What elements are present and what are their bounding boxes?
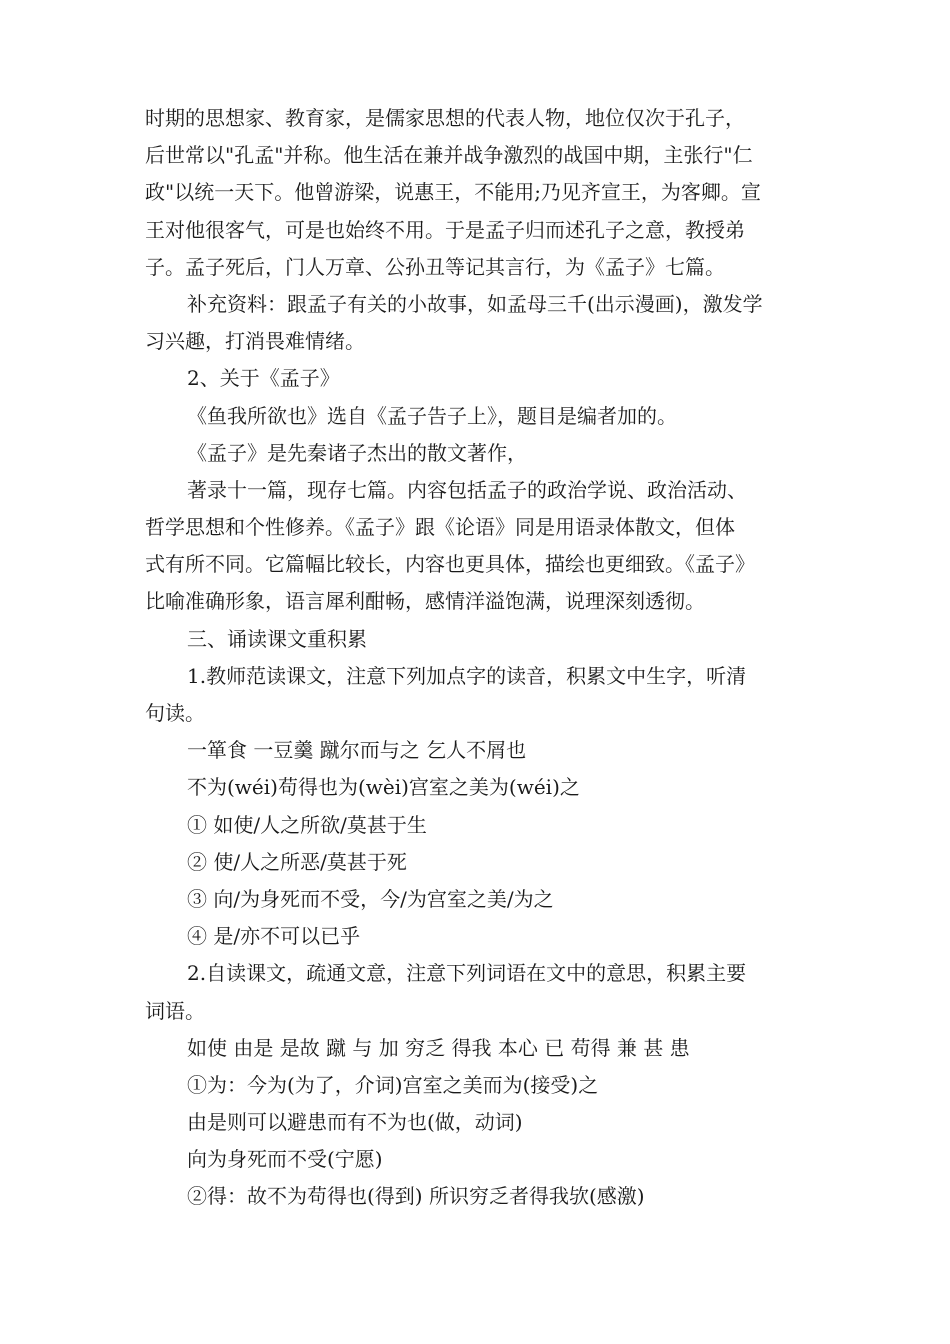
text-line: 2、关于《孟子》 xyxy=(187,366,340,391)
text-line: 由是则可以避患而有不为也(做，动词) xyxy=(187,1110,523,1135)
text-line: ④ 是/亦不可以已乎 xyxy=(187,924,361,949)
text-line: 比喻准确形象，语言犀利酣畅，感情洋溢饱满，说理深刻透彻。 xyxy=(145,589,705,614)
text-line: ① 如使/人之所欲/莫甚于生 xyxy=(187,812,427,837)
text-line: 子。孟子死后，门人万章、公孙丑等记其言行，为《孟子》七篇。 xyxy=(145,254,725,279)
text-line: 词语。 xyxy=(145,998,205,1023)
document-body xyxy=(145,100,815,1216)
text-line: 《鱼我所欲也》选自《孟子告子上》，题目是编者加的。 xyxy=(187,403,677,428)
text-line: 《孟子》是先秦诸子杰出的散文著作， xyxy=(187,440,527,465)
text-line: ② 使/人之所恶/莫甚于死 xyxy=(187,849,407,874)
text-line: 政"以统一天下。他曾游梁，说惠王，不能用;乃见齐宣王，为客卿。宣 xyxy=(145,180,761,205)
text-line: 1.教师范读课文，注意下列加点字的读音，积累文中生字，听清 xyxy=(187,663,747,688)
text-line: 如使 由是 是故 蹴 与 加 穷乏 得我 本心 已 苟得 兼 甚 患 xyxy=(187,1035,690,1060)
text-line: ②得：故不为苟得也(得到) 所识穷乏者得我欤(感激) xyxy=(187,1184,645,1209)
text-line: 补充资料：跟孟子有关的小故事，如孟母三千(出示漫画)，激发学 xyxy=(187,291,763,316)
text-line: 哲学思想和个性修养。《孟子》跟《论语》同是用语录体散文，但体 xyxy=(145,515,735,540)
text-line: 不为(wéi)苟得也为(wèi)宫室之美为(wéi)之 xyxy=(187,775,580,800)
text-line: ①为：今为(为了，介词)宫室之美而为(接受)之 xyxy=(187,1072,599,1097)
text-line: 2.自读课文，疏通文意，注意下列词语在文中的意思，积累主要 xyxy=(187,961,747,986)
text-line: 后世常以"孔孟"并称。他生活在兼并战争激烈的战国中期，主张行"仁 xyxy=(145,143,753,168)
text-line: 时期的思想家、教育家，是儒家思想的代表人物，地位仅次于孔子， xyxy=(145,106,745,130)
text-line: ③ 向/为身死而不受，今/为宫室之美/为之 xyxy=(187,886,554,911)
text-line: 向为身死而不受(宁愿) xyxy=(187,1147,383,1172)
text-line: 一箪食 一豆羹 蹴尔而与之 乞人不屑也 xyxy=(187,738,527,763)
text-line: 王对他很客气，可是也始终不用。于是孟子归而述孔子之意，教授弟 xyxy=(145,217,745,242)
text-line: 著录十一篇，现存七篇。内容包括孟子的政治学说、政治活动、 xyxy=(187,477,747,502)
text-line: 习兴趣，打消畏难情绪。 xyxy=(145,329,365,354)
text-line: 三、诵读课文重积累 xyxy=(187,626,367,651)
text-line: 式有所不同。它篇幅比较长，内容也更具体，描绘也更细致。《孟子》 xyxy=(145,552,755,577)
text-line: 句读。 xyxy=(145,701,205,725)
